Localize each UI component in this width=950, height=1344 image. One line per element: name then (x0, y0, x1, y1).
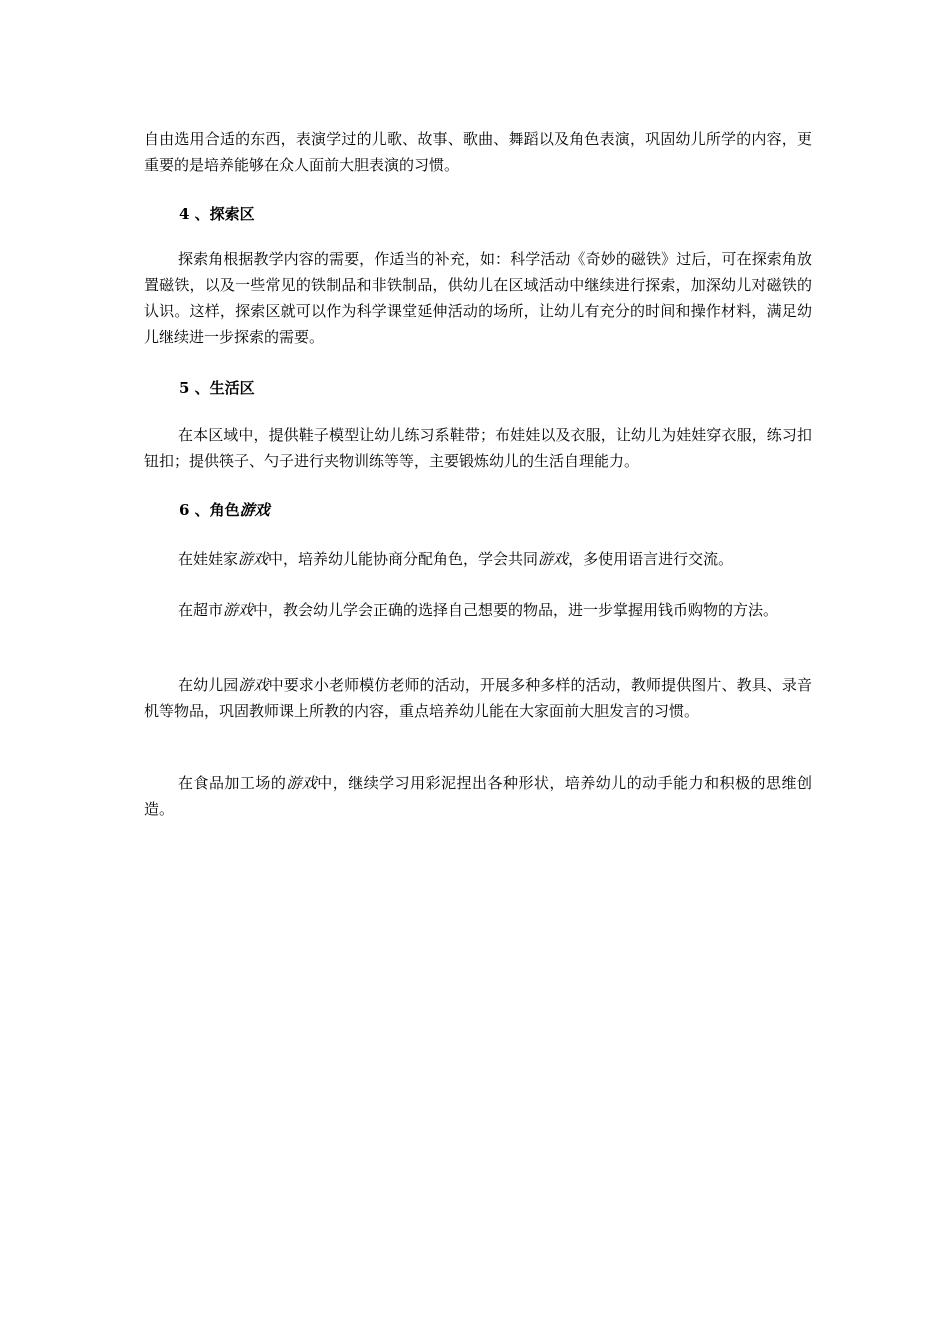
text-span: 中，培养幼儿能协商分配角色，学会共同 (268, 550, 539, 568)
section-heading-exploration: 4 、探索区 (179, 205, 255, 223)
game-word: 游戏 (238, 676, 269, 694)
text-span: 中要求小老师模仿老师的活动，开展多种多样的活动，教师提供图片、教具、录音机等物品，巩固教师课上所教的内容，重点培养幼儿能在大家面前大胆发言的习惯。 (144, 676, 812, 720)
text-span: 中，教会幼儿学会正确的选择自己想要的物品，进一步掌握用钱币购物的方法。 (253, 601, 779, 619)
intro-paragraph: 自由选用合适的东西，表演学过的儿歌、故事、歌曲、舞蹈以及角色表演，巩固幼儿所学的内容，更重要的是培养能够在众人面前大胆表演的习惯。 (144, 130, 812, 174)
game-word: 游戏 (238, 550, 269, 568)
game-word: 游戏 (286, 774, 318, 792)
role-play-paragraph-supermarket (144, 597, 812, 623)
text-span: 在超市 (178, 601, 224, 619)
section-heading-life: 5 、生活区 (179, 379, 255, 397)
text-span: 在幼儿园 (178, 676, 239, 694)
game-word: 游戏 (538, 550, 569, 568)
life-paragraph: 在本区域中，提供鞋子模型让幼儿练习系鞋带；布娃娃以及衣服，让幼儿为娃娃穿衣服，练习扣钮扣；提供筷子、勺子进行夹物训练等等，主要锻炼幼儿的生活自理能力。 (144, 426, 812, 470)
game-word: 游戏 (223, 601, 254, 619)
role-play-paragraph-doll-house (144, 546, 812, 572)
text-span: ，多使用语言进行交流。 (568, 550, 734, 568)
text-span: 在娃娃家 (178, 550, 239, 568)
section-heading-role-play (179, 497, 270, 523)
heading-game-word: 游戏 (239, 501, 270, 519)
exploration-paragraph: 探索角根据教学内容的需要，作适当的补充，如：科学活动《奇妙的磁铁》过后，可在探索角放置磁铁，以及一些常见的铁制品和非铁制品，供幼儿在区域活动中继续进行探索，加深幼儿对磁铁的认识。这样，探索区就可以作为科学课堂延伸活动的场所，让幼儿有充分的时间和操作材料，满足幼儿继续进一步探索的需要。 (144, 250, 812, 346)
text-span: 在食品加工场的 (178, 774, 287, 792)
heading-prefix: 6 、角色 (179, 501, 240, 519)
text-span: 中，继续学习用彩泥捏出各种形状，培养幼儿的动手能力和积极的思维创造。 (144, 774, 812, 818)
role-play-paragraph-food-factory (144, 770, 812, 822)
role-play-paragraph-kindergarten (144, 672, 812, 724)
